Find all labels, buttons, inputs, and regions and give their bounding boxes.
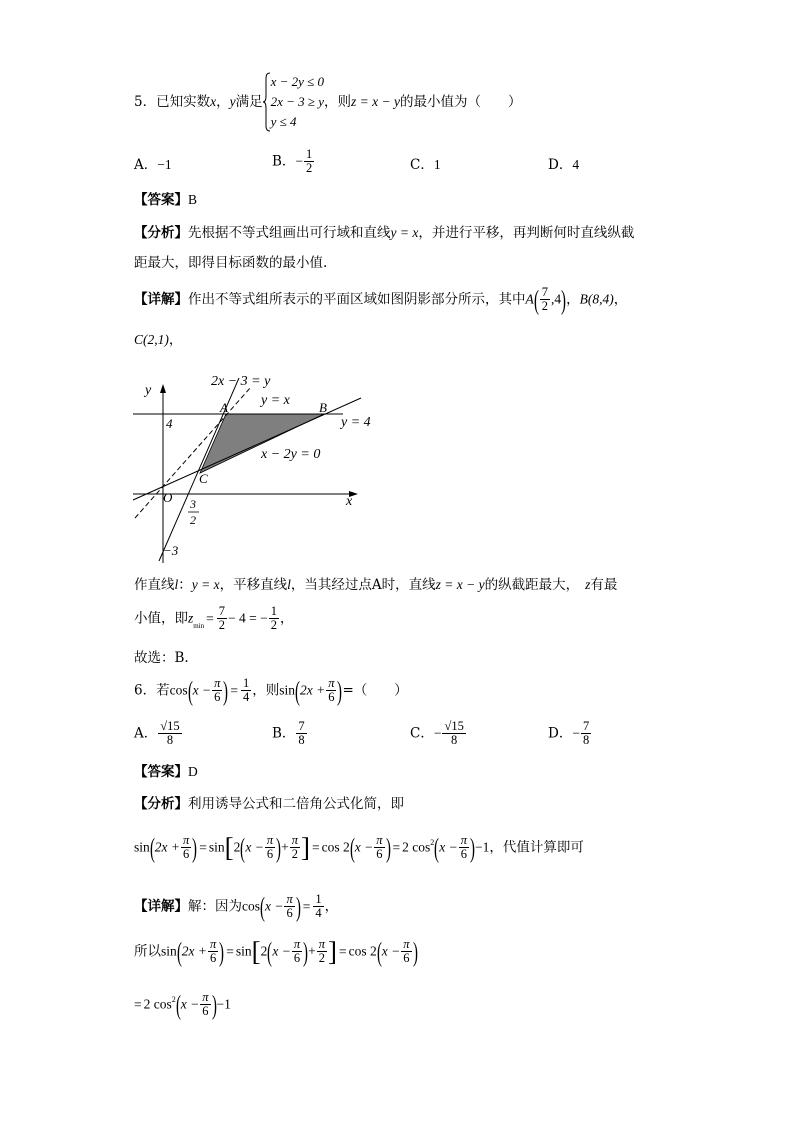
- denominator: 6: [328, 690, 335, 704]
- label-o: O: [163, 490, 173, 505]
- paren-right: ): [561, 284, 567, 315]
- q5-satisfy: 满足: [235, 94, 263, 110]
- paren-left: (: [240, 832, 246, 863]
- q5-min-is: 的最小值为（ ）: [400, 94, 522, 110]
- detail-text: 小值，即: [134, 610, 188, 627]
- paren-right: ): [303, 936, 309, 967]
- equals: =: [302, 898, 311, 914]
- equals: =: [392, 839, 401, 855]
- q5-choose: 故选：B.: [134, 650, 189, 666]
- label-yx: y = x: [261, 393, 290, 408]
- q5-detail-line4: [134, 605, 294, 639]
- q6-detail-line1: [134, 893, 338, 927]
- q5-ineq-3: y ≤ 4: [270, 114, 297, 129]
- denominator: 6: [403, 951, 410, 965]
- q6-option-b: [272, 720, 308, 754]
- sin: sin: [161, 943, 177, 959]
- label-2x3y: 2x − 3 = y: [211, 374, 271, 389]
- numerator: π: [403, 937, 410, 951]
- label-a: A: [220, 400, 228, 415]
- detail-text: ，平移直线: [219, 577, 288, 593]
- label-y4: y = 4: [341, 415, 371, 430]
- q5-stem: [134, 72, 522, 132]
- option-fraction: [296, 720, 306, 747]
- numerator: π: [202, 990, 209, 1004]
- comma: ，: [280, 610, 294, 627]
- paren-right: ): [385, 832, 391, 863]
- two-cos: 2 cos: [402, 839, 431, 855]
- two-cos: 2 cos: [143, 996, 172, 1012]
- numerator: 1: [242, 676, 250, 690]
- paren-right: ): [295, 891, 301, 922]
- option-fraction: [158, 720, 181, 747]
- q6-option-c: [410, 720, 467, 754]
- brace-icon: [263, 72, 271, 132]
- superscript-2: 2: [171, 995, 176, 1004]
- label-x2y: x − 2y = 0: [261, 447, 321, 462]
- math: x −: [245, 839, 264, 855]
- denominator: 6: [202, 1004, 209, 1018]
- numerator: π: [286, 892, 293, 906]
- superscript-2: 2: [430, 838, 435, 847]
- q5-prefix: 5．已知实数: [134, 94, 211, 110]
- math: 2: [260, 943, 268, 959]
- numerator: 7: [541, 285, 548, 299]
- math: 2x +: [154, 839, 180, 855]
- tick-m3: −3: [163, 543, 179, 558]
- paren-left: (: [267, 936, 273, 967]
- paren-left: (: [434, 832, 440, 863]
- math: x −: [272, 943, 291, 959]
- cos-2: cos 2: [348, 943, 377, 959]
- q5-detail-line1: [134, 286, 627, 320]
- numerator: π: [293, 937, 301, 951]
- equals: =: [206, 610, 214, 626]
- label-b: B: [319, 400, 327, 415]
- paren-left: (: [149, 832, 155, 863]
- denominator: 6: [286, 906, 293, 920]
- math: x −: [265, 898, 284, 914]
- analysis-tag: 【分析】: [134, 225, 188, 241]
- detail-tag: 【详解】: [134, 898, 188, 915]
- denominator: 8: [451, 733, 458, 747]
- q5-comma: ，: [216, 94, 230, 110]
- q5-z-expr: z = x − y: [351, 94, 401, 109]
- equals: =: [230, 682, 238, 698]
- detail-math: y = x: [191, 577, 220, 592]
- paren-left: (: [175, 989, 181, 1020]
- sin: sin: [279, 682, 295, 698]
- sin: sin: [208, 839, 225, 855]
- z-min-subscript: min: [193, 622, 205, 630]
- fraction: [292, 938, 302, 965]
- q6-detail-line2: 所以sin(2x + $\frac{\pi}{6}$ ) = sin[2(x − $\frac{\pi}{6}$ )+ $\frac{\pi}{2}$ ] = cos 2(x − $\frac{\pi}{6}$ ): [134, 936, 418, 967]
- line-l: l: [287, 577, 291, 592]
- denominator: 2: [218, 618, 226, 632]
- denominator: 2: [318, 951, 326, 965]
- option-letter: C．: [410, 725, 434, 742]
- q6-then: ，则: [252, 682, 280, 699]
- point-b: B(8,4): [579, 291, 614, 307]
- denominator: 4: [242, 690, 250, 704]
- denominator: 2: [541, 299, 548, 313]
- minus-one: −1: [475, 839, 490, 855]
- numerator: π: [328, 676, 335, 690]
- q5-analysis-line2: 距最大，即得目标函数的最小值.: [134, 255, 328, 271]
- denominator: 6: [210, 951, 217, 965]
- label-c: C: [199, 471, 208, 486]
- comma: ，: [324, 898, 339, 915]
- fraction: [284, 893, 294, 920]
- option-letter: B．: [272, 153, 296, 170]
- detail-text: ，当其经过点A时，直线: [290, 577, 436, 593]
- paren-right: ): [219, 936, 225, 967]
- detail-math: − 4 = −: [228, 610, 268, 626]
- q6-math: 2x +: [299, 682, 326, 698]
- denominator: 6: [460, 847, 468, 861]
- detail-math: z = x − y: [435, 577, 485, 592]
- analysis-text: 利用诱导公式和二倍角公式化简，即: [188, 796, 404, 812]
- numerator: √15: [444, 719, 464, 733]
- detail-text: 的纵截距最大，: [484, 577, 580, 593]
- fraction: [459, 834, 469, 861]
- point-a-y: ,4: [551, 291, 562, 307]
- comma: ，: [613, 291, 628, 308]
- q6-option-a: [134, 720, 183, 754]
- detail-text: 作直线: [134, 577, 175, 593]
- fraction: [374, 834, 384, 861]
- fraction: [313, 893, 323, 920]
- comma: ，: [168, 332, 183, 348]
- paren-right: ): [470, 832, 476, 863]
- q5-ineq-1: x − 2y ≤ 0: [270, 74, 325, 89]
- paren-left: (: [533, 284, 539, 315]
- equals: =: [134, 996, 142, 1012]
- option-letter: D．: [548, 725, 573, 742]
- q6-detail-line3: [134, 990, 231, 1028]
- option-letter: B．: [272, 725, 296, 742]
- detail-text: 作出不等式组所表示的平面区域如图阴影部分所示，其中: [188, 291, 526, 308]
- q5-option-a: [134, 155, 172, 175]
- math: x −: [381, 943, 401, 959]
- q6-answer: [134, 762, 198, 782]
- analysis-math: y = x: [390, 225, 419, 240]
- analysis-text: 先根据不等式组画出可行域和直线: [188, 225, 391, 241]
- paren-right: ): [276, 832, 282, 863]
- numerator: 1: [270, 604, 277, 618]
- bracket-right: ]: [301, 832, 311, 863]
- denominator: 2: [270, 618, 277, 632]
- denominator: 6: [376, 847, 383, 861]
- cos-2: cos 2: [321, 839, 350, 855]
- numerator: π: [214, 676, 221, 690]
- option-sign: −: [433, 725, 442, 741]
- fraction: [317, 938, 327, 965]
- option-fraction: [442, 720, 465, 747]
- detail-text: ：: [178, 577, 192, 593]
- option-fraction: [581, 720, 591, 747]
- comma: ，: [566, 291, 580, 308]
- equals: =: [312, 839, 320, 855]
- paren-left: (: [260, 891, 265, 922]
- so-text: 所以: [134, 943, 161, 960]
- fraction: [208, 938, 218, 965]
- point-c: C(2,1): [134, 332, 169, 347]
- paren-right: ): [192, 832, 198, 863]
- detail-math: z: [585, 577, 591, 592]
- denominator: 4: [315, 906, 322, 920]
- q6-prefix: 6．若: [134, 682, 170, 699]
- numerator: π: [376, 833, 383, 847]
- feasible-region-figure: [125, 365, 385, 565]
- denominator: 6: [214, 690, 221, 704]
- q6-stem: [134, 677, 408, 711]
- option-fraction: [304, 148, 314, 175]
- option-letter: C．: [410, 157, 434, 173]
- numerator: 7: [582, 719, 590, 733]
- bracket-left: [: [251, 936, 261, 967]
- q6-option-d: [548, 720, 592, 754]
- q5-analysis-line1: [134, 223, 634, 243]
- q6-blank: =（ ）: [342, 682, 408, 699]
- fraction: [401, 938, 411, 965]
- fraction: [265, 834, 275, 861]
- numerator: π: [266, 833, 274, 847]
- fraction: [200, 991, 210, 1018]
- paren-left: (: [187, 675, 193, 706]
- label-x: x: [346, 494, 353, 509]
- tick-4: 4: [166, 416, 173, 431]
- option-value: −1: [157, 157, 172, 172]
- paren-left: (: [176, 936, 182, 967]
- numerator: π: [291, 833, 299, 847]
- q5-ineq-2: 2x − 3 ≥ y: [270, 94, 325, 109]
- q6-analysis-formula: sin(2x + $\frac{\pi}{6}$ ) = sin[2(x − $\frac{\pi}{6}$ )+ $\frac{\pi}{2}$ ] = cos 2(x − $\frac{\pi}{6}$ ) = 2 $\cos^2(x$ − $\frac{\pi}{6}$ )−1，代值计算即可: [134, 832, 584, 863]
- answer-value: D: [188, 764, 198, 779]
- detail-text: 有最: [590, 577, 618, 593]
- denominator: 2: [306, 161, 313, 175]
- detail-text: 解：因为: [188, 898, 242, 915]
- numerator: π: [460, 833, 468, 847]
- q5-inequality-system: [263, 72, 324, 132]
- denominator: 8: [582, 733, 590, 747]
- q5-detail-line3: [134, 575, 617, 595]
- q6-math: x −: [192, 682, 212, 698]
- numerator: π: [183, 833, 190, 847]
- q5-detail-line2: [134, 330, 182, 350]
- fraction: [212, 677, 222, 704]
- numerator: 1: [315, 892, 322, 906]
- q6-analysis-line1: [134, 794, 404, 814]
- q5-then: ，则: [324, 94, 352, 110]
- tick-32-den: 2: [190, 513, 196, 527]
- paren-right: ): [337, 675, 343, 706]
- paren-right: ): [211, 989, 217, 1020]
- option-letter: A．: [134, 725, 158, 742]
- answer-tag: 【答案】: [134, 192, 188, 208]
- option-letter: A．: [134, 157, 158, 173]
- paren-left: (: [295, 675, 300, 706]
- option-value: 4: [572, 157, 580, 172]
- fraction: [269, 605, 279, 632]
- detail-tag: 【详解】: [134, 291, 188, 308]
- z-min: z: [188, 610, 194, 626]
- answer-tag: 【答案】: [134, 764, 188, 780]
- numerator: 7: [298, 719, 305, 733]
- option-letter: D．: [548, 157, 573, 173]
- option-sign: −: [572, 725, 580, 741]
- fraction: [217, 605, 227, 632]
- math: 2x +: [181, 943, 207, 959]
- equals: =: [226, 943, 234, 959]
- math: x −: [180, 996, 200, 1012]
- q5-var-x: x: [210, 94, 217, 109]
- q5-var-y: y: [229, 94, 236, 109]
- numerator: π: [318, 937, 326, 951]
- denominator: 6: [266, 847, 274, 861]
- option-sign: −: [295, 153, 304, 169]
- numerator: √15: [160, 719, 180, 733]
- y-axis-arrow-icon: [160, 384, 166, 393]
- math: x −: [354, 839, 374, 855]
- denominator: 8: [298, 733, 305, 747]
- q5-option-b: [272, 148, 315, 182]
- fraction: [290, 834, 300, 861]
- equals: =: [339, 943, 347, 959]
- fraction: [326, 677, 336, 704]
- equals: =: [199, 839, 207, 855]
- q5-option-d: [548, 155, 579, 175]
- q5-answer: [134, 190, 197, 210]
- q5-option-c: [410, 155, 441, 175]
- bracket-right: ]: [328, 936, 338, 967]
- paren-right: ): [412, 936, 418, 967]
- fraction: [241, 677, 251, 704]
- sin: sin: [235, 943, 252, 959]
- math: 2: [233, 839, 241, 855]
- paren-left: (: [349, 832, 355, 863]
- denominator: 6: [293, 951, 301, 965]
- paren-right: ): [223, 675, 229, 706]
- fraction: [181, 834, 191, 861]
- label-y: y: [145, 383, 152, 398]
- cos: cos: [169, 682, 188, 698]
- denominator: 6: [183, 847, 190, 861]
- minus-one: −1: [216, 996, 231, 1012]
- tick-32-num: 3: [190, 497, 196, 511]
- analysis-tag: 【分析】: [134, 796, 188, 812]
- denominator: 2: [291, 847, 299, 861]
- cos: cos: [242, 898, 260, 914]
- option-value: 1: [433, 157, 441, 172]
- numerator: 7: [218, 604, 226, 618]
- sin: sin: [134, 839, 150, 855]
- point-a-fraction: [540, 286, 550, 313]
- numerator: 1: [306, 147, 313, 161]
- analysis-tail: ，代值计算即可: [489, 839, 584, 856]
- analysis-text: ，并进行平移，再判断何时直线纵截: [418, 225, 635, 241]
- paren-left: (: [376, 936, 382, 967]
- bracket-left: [: [224, 832, 234, 863]
- point-a-label: A: [525, 291, 534, 307]
- math: x −: [439, 839, 458, 855]
- numerator: π: [210, 937, 217, 951]
- line-l: l: [174, 577, 179, 592]
- denominator: 8: [166, 733, 174, 747]
- answer-value: B: [188, 192, 198, 207]
